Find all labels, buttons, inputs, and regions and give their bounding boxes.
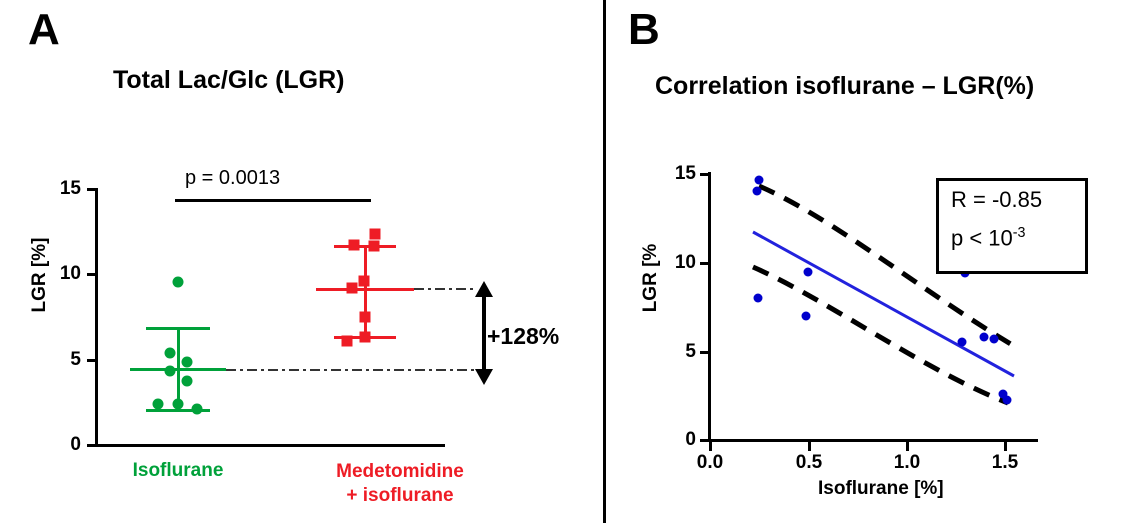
panel-a-letter: A (28, 5, 60, 54)
panel-a-group2-point (347, 283, 358, 294)
panel-a-y-axis-label: LGR [%] (29, 237, 50, 313)
panel-a-group1-label: Isoflurane (132, 460, 224, 481)
panel-a-group1-point (153, 399, 164, 410)
panel-b-yticklabel-0: 0 (685, 429, 696, 450)
panel-a-group2-label (300, 460, 500, 508)
panel-a-group2-point (359, 276, 370, 287)
panel-b-point (755, 176, 764, 185)
panel-a-delta-arrow-shaft (482, 296, 486, 372)
panel-a-yticklabel-10: 10 (59, 263, 81, 284)
panel-b-title: Correlation isoflurane – LGR(%) (655, 72, 1035, 100)
panel-b-stat-p-exponent: -3 (1012, 225, 1026, 241)
panel-a-leader-upper (414, 288, 476, 290)
panel-a-group1-point (182, 376, 193, 387)
panel-a-ytick-15 (87, 188, 96, 191)
panel-a-pvalue-label: p = 0.0013 (185, 167, 281, 189)
panel-a-group2-point (360, 312, 371, 323)
panel-b-xticklabel-1.0: 1.0 (893, 452, 921, 473)
panel-a-ytick-5 (87, 359, 96, 362)
panel-b-point (1003, 396, 1012, 405)
panel-a-group2-point (369, 241, 380, 252)
panel-b-point (802, 312, 811, 321)
panel-a-yticklabel-15: 15 (59, 178, 81, 199)
panel-a-group1-point (192, 404, 203, 415)
panel-b-stat-p-prefix: p < 10 (951, 225, 1013, 251)
panel-a-group2-point (370, 229, 381, 240)
panel-b-yticklabel-5: 5 (685, 341, 696, 362)
panel-a-group1-point (173, 399, 184, 410)
panel-a-significance-bar (175, 199, 371, 202)
panel-b-stat-p (951, 225, 1026, 251)
panel-b-xticklabel-0.0: 0.0 (696, 452, 724, 473)
panel-b-y-axis-label: LGR [% (640, 243, 661, 313)
panel-a-yticklabel-5: 5 (70, 349, 81, 370)
panel-a-delta-arrow-head-up (475, 281, 493, 297)
panel-b-letter: B (628, 5, 660, 54)
panel-a-group1-point (165, 348, 176, 359)
panel-b-xticklabel-0.5: 0.5 (795, 452, 823, 473)
panel-b-point (990, 335, 999, 344)
panel-b-point (980, 333, 989, 342)
panel-a-title: Total Lac/Glc (LGR) (113, 66, 345, 94)
panel-b (603, 0, 1128, 523)
panel-a-yticklabel-0: 0 (70, 434, 81, 455)
panel-a-delta-arrow-head-down (475, 369, 493, 385)
panel-a-group1-point (173, 277, 184, 288)
panel-a-ytick-0 (87, 444, 96, 447)
panel-b-point (958, 338, 967, 347)
panel-a-group2-label-line1: Medetomidine (336, 461, 464, 482)
panel-a-group2-point (342, 336, 353, 347)
panel-a-group1-point (182, 357, 193, 368)
panel-b-ci-lower (753, 267, 1008, 403)
panel-b-point (753, 187, 762, 196)
panel-b-xticklabel-1.5: 1.5 (991, 452, 1019, 473)
panel-b-x-axis-label: Isoflurane [%] (818, 478, 944, 499)
panel-b-point (754, 294, 763, 303)
panel-a-y-axis (95, 188, 98, 447)
panel-a-x-axis (95, 444, 445, 447)
panel-b-yticklabel-10: 10 (674, 252, 696, 273)
panel-a-group2-label-line2: + isoflurane (346, 484, 454, 506)
panel-a-ytick-10 (87, 273, 96, 276)
panel-a-leader-lower (226, 369, 476, 371)
panel-a-group2-sd-whisker (364, 245, 367, 337)
panel-a-group2-point (349, 240, 360, 251)
panel-b-stat-r: R = -0.85 (951, 187, 1043, 212)
panel-b-stats-box (936, 178, 1088, 274)
panel-a-group1-point (165, 366, 176, 377)
panel-a-group2-point (360, 332, 371, 343)
panel-b-point (804, 268, 813, 277)
panel-b-yticklabel-15: 15 (674, 163, 696, 184)
panel-a-delta-label: +128% (487, 323, 560, 349)
